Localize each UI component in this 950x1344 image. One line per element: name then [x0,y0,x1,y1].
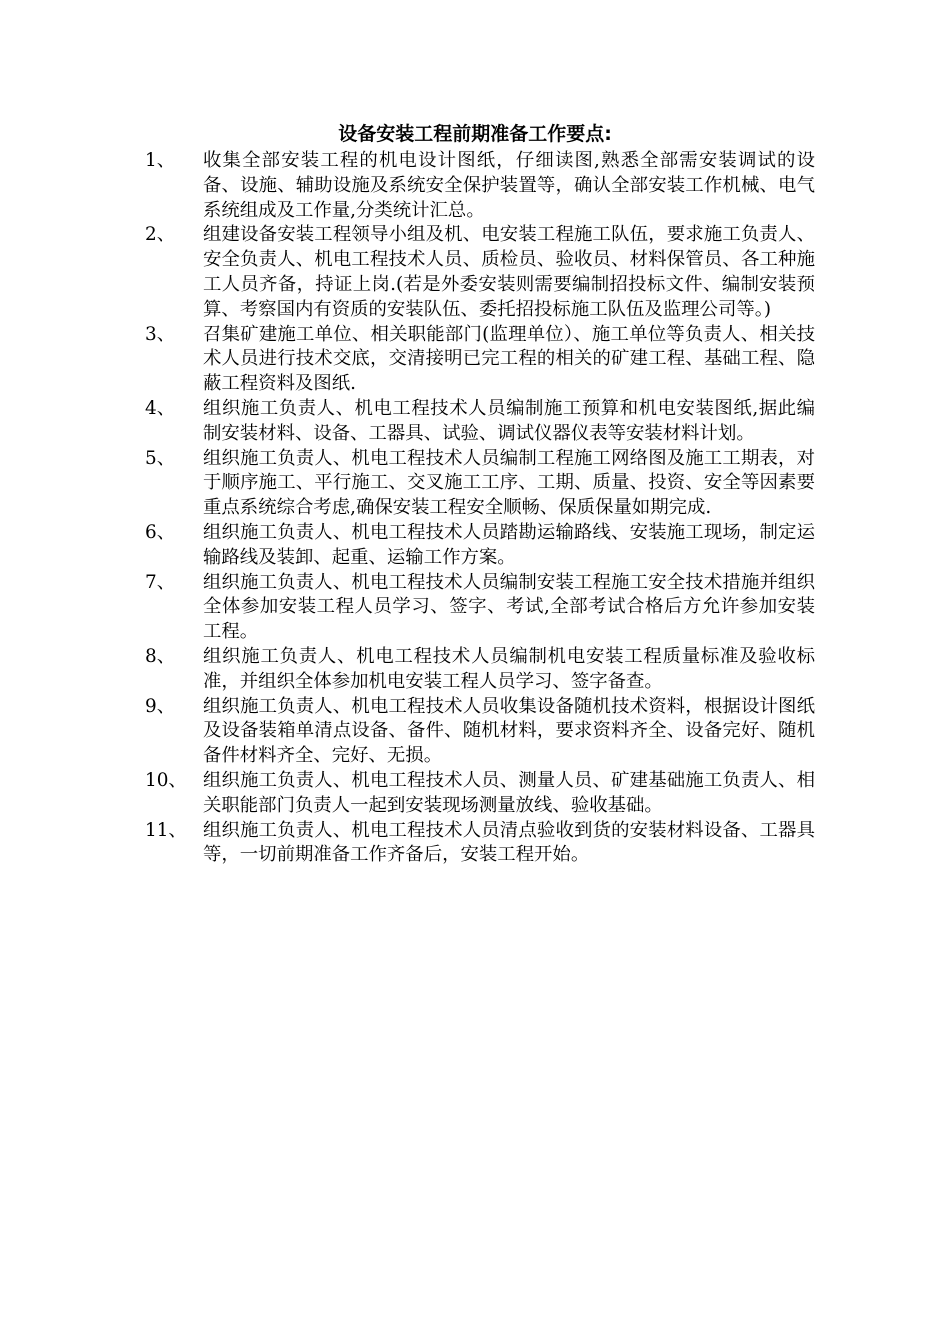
list-item-number: 4、 [145,397,176,419]
list-item-number: 2、 [145,224,176,246]
list-item [145,149,815,223]
list-item-number: 1、 [145,150,176,171]
list-item-text: 组织施工负责人、机电工程技术人员编制工程施工网络图及施工工期表，对于顺序施工、平行施工、交叉施工工序、工期、质量、投资、安全等因素要重点系统综合考虑,确保安装工程安全顺畅、保质保量如期完成. [203,447,815,519]
list-item-number: 7、 [145,571,176,593]
list-item [145,223,815,322]
list-item [145,819,815,869]
preparation-list [145,149,815,868]
list-item-number: 9、 [145,695,176,717]
list-item-text: 组织施工负责人、机电工程技术人员、测量人员、矿建基础施工负责人、相关职能部门负责人一起到安装现场测量放线、验收基础。 [203,769,815,816]
list-item-number: 11、 [145,819,187,841]
list-item-number: 3、 [145,323,176,345]
list-item-number: 8、 [145,645,176,667]
list-item [145,397,815,447]
list-item [145,447,815,521]
list-item [145,521,815,571]
list-item [145,571,815,645]
list-item-text: 组织施工负责人、机电工程技术人员编制安装工程施工安全技术措施并组织全体参加安装工程人员学习、签字、考试,全部考试合格后方允许参加安装工程。 [203,571,815,643]
list-item-text: 召集矿建施工单位、相关职能部门(监理单位）、施工单位等负责人、相关技术人员进行技术交底，交清接明已完工程的相关的矿建工程、基础工程、隐蔽工程资料及图纸. [203,323,815,395]
list-item-number: 5、 [145,447,176,469]
list-item-text: 组织施工负责人、机电工程技术人员清点验收到货的安装材料设备、工器具等，一切前期准备工作齐备后，安装工程开始。 [203,819,815,866]
document-title: 设备安装工程前期准备工作要点: [338,123,612,145]
list-item-number: 6、 [145,521,176,543]
list-item-number: 10、 [145,769,187,791]
list-item [145,645,815,695]
list-item-text: 组织施工负责人、机电工程技术人员编制施工预算和机电安装图纸,据此编制安装材料、设备、工器具、试验、调试仪器仪表等安装材料计划。 [203,397,815,444]
list-item-text: 组织施工负责人、机电工程技术人员收集设备随机技术资料，根据设计图纸及设备装箱单清点设备、备件、随机材料，要求资料齐全、设备完好、随机备件材料齐全、完好、无损。 [203,695,815,767]
list-item-text: 组织施工负责人、机电工程技术人员编制机电安装工程质量标准及验收标准，并组织全体参加机电安装工程人员学习、签字备查。 [203,645,815,692]
list-item [145,769,815,819]
list-item [145,323,815,397]
list-item-text: 组建设备安装工程领导小组及机、电安装工程施工队伍，要求施工负责人、安全负责人、机电工程技术人员、质检员、验收员、材料保管员、各工种施工人员齐备，持证上岗.(若是外委安装则需要编制招投标文件、编制安装预算、考察国内有资质的安装队伍、委托招投标施工队伍及监理公司等。) [203,224,815,320]
list-item-text: 组织施工负责人、机电工程技术人员踏勘运输路线、安装施工现场，制定运输路线及装卸、起重、运输工作方案。 [203,521,815,568]
list-item [145,695,815,769]
list-item-text: 收集全部安装工程的机电设计图纸，仔细读图,熟悉全部需安装调试的设备、设施、辅助设施及系统安全保护装置等，确认全部安装工作机械、电气系统组成及工作量,分类统计汇总。 [203,150,815,221]
